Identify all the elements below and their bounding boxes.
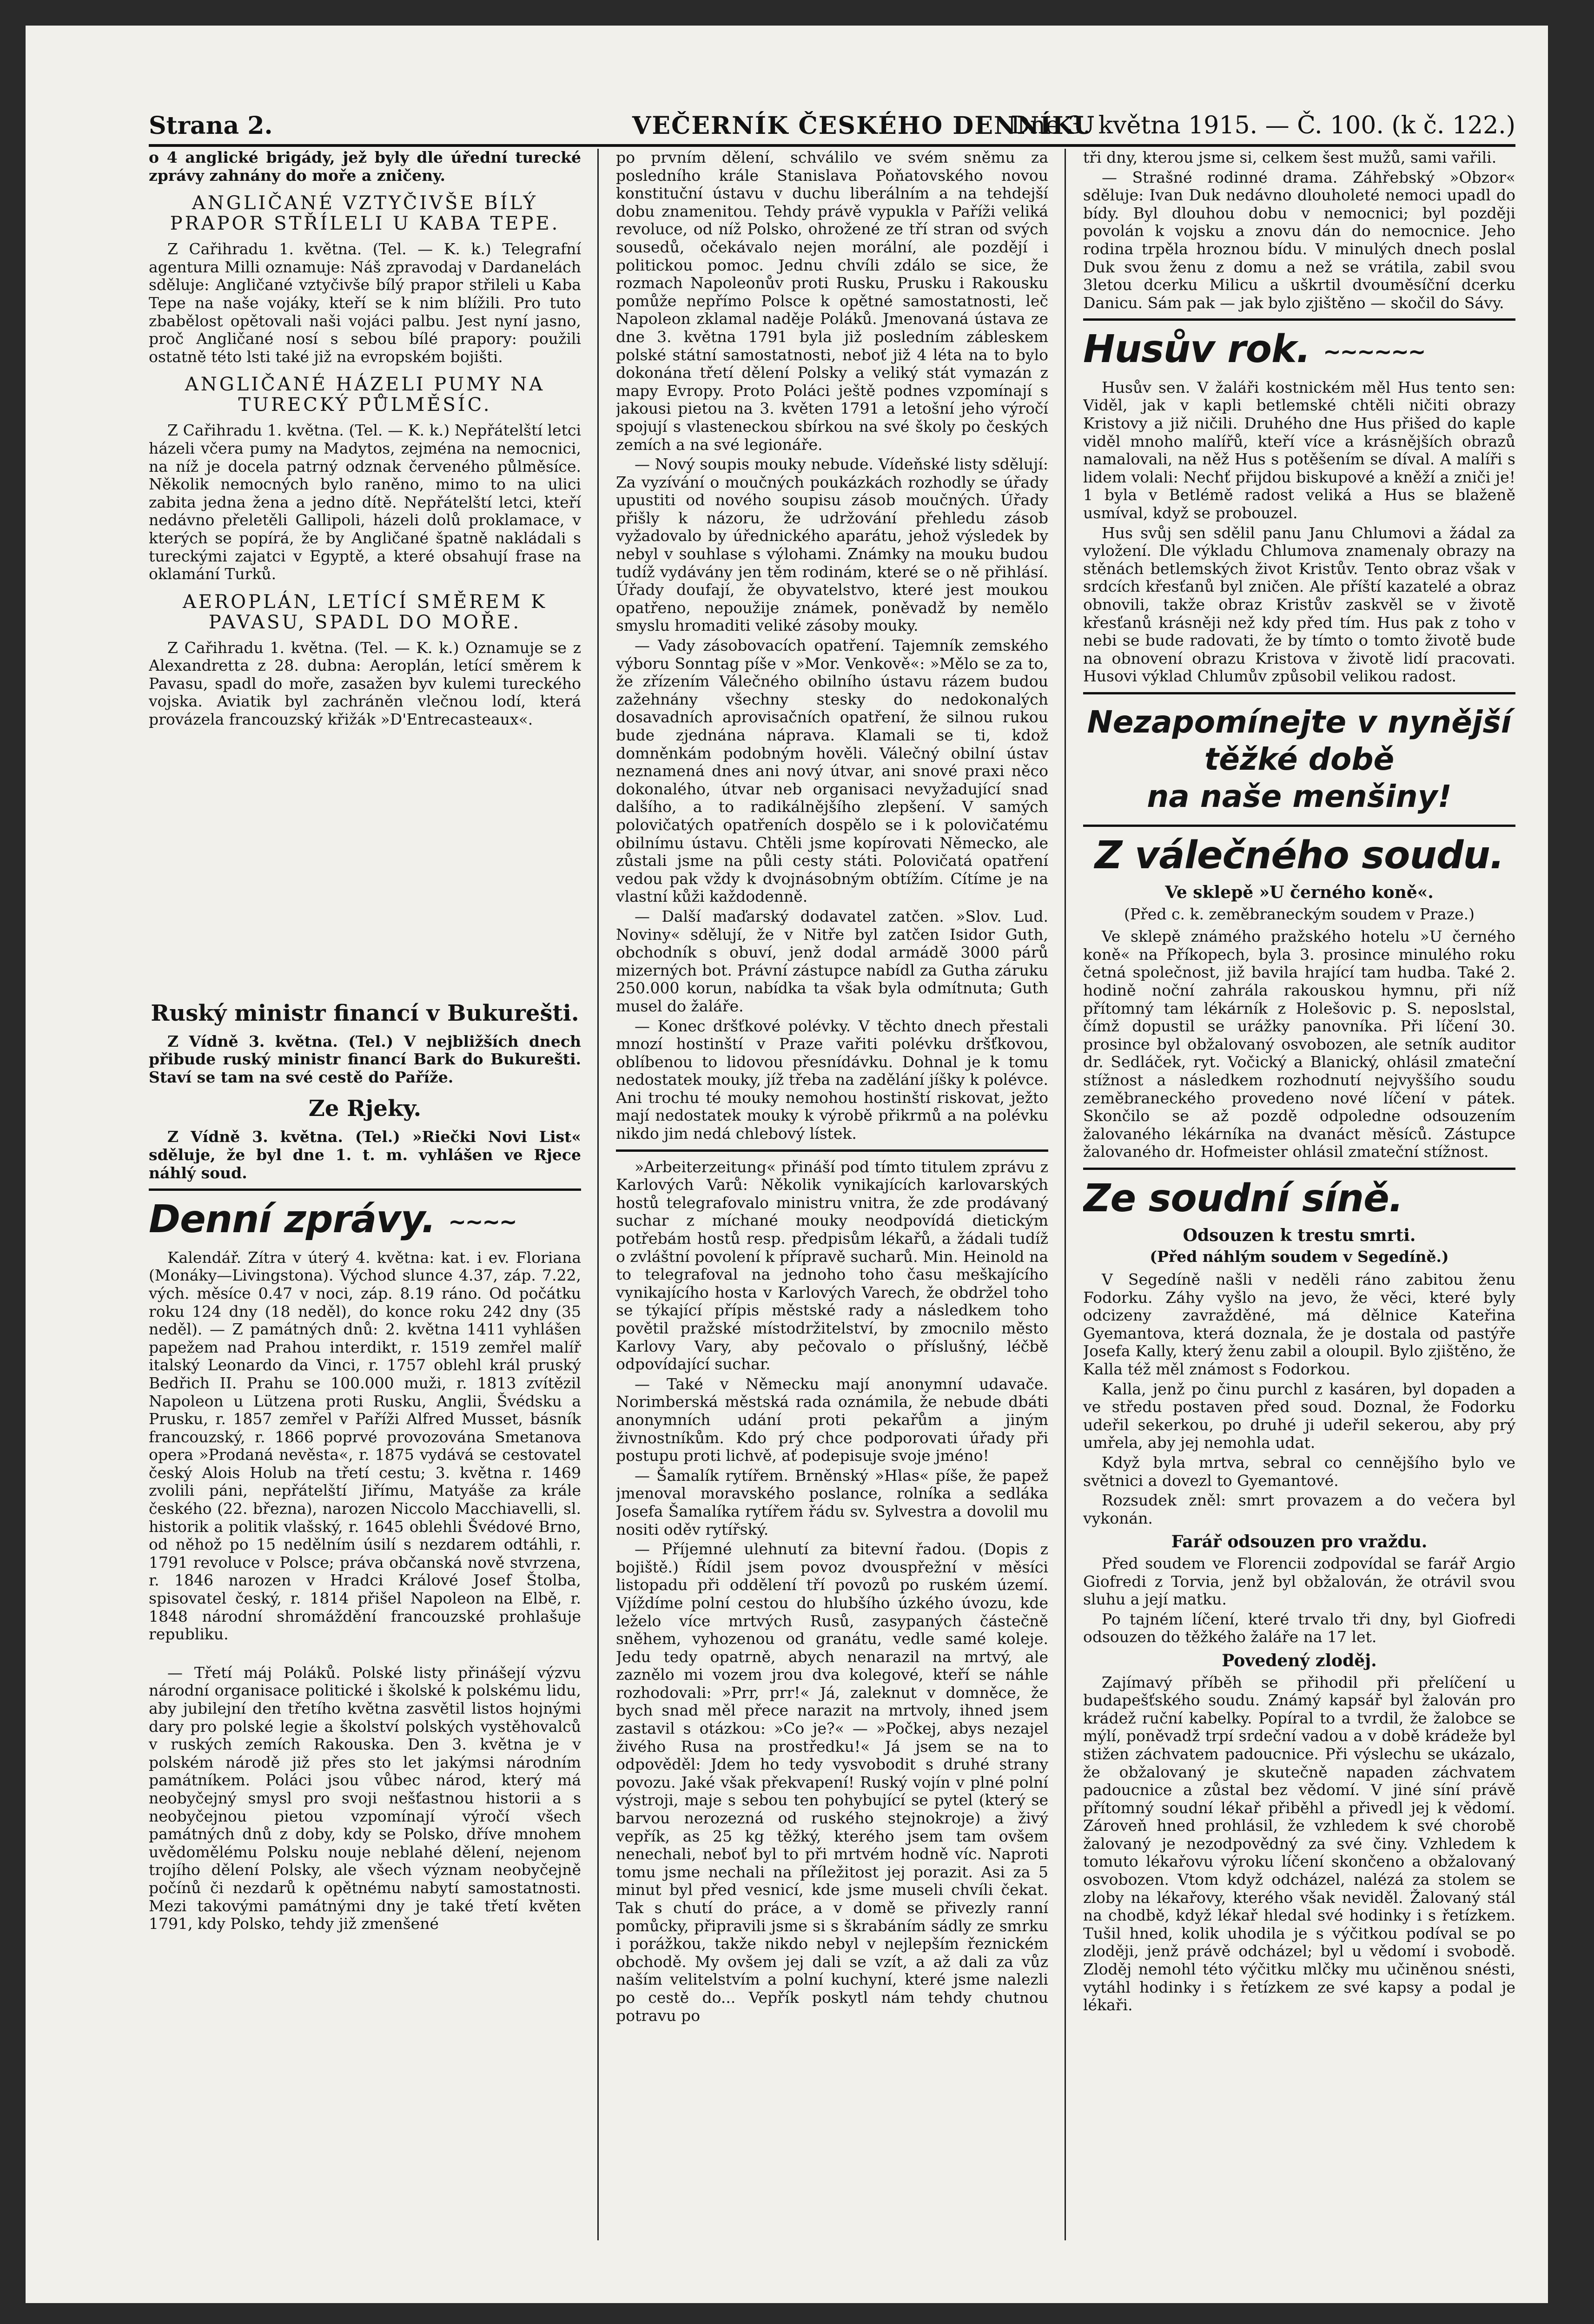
issue-date: Dne 3. května 1915. — Č. 100. (k č. 122.) xyxy=(1010,112,1515,139)
article-text: Kalla, jenž po činu purchl z kasáren, byl dopaden a ve středu postaven před soud. Doznal, že Fodorku udeřil sekerkou, po druhé ji udeřil sekerou, aby prý umřela, aby jej nemohla udat. xyxy=(1083,1380,1515,1452)
article-text: Husův sen. V žaláři kostnickém měl Hus tento sen: Viděl, jak v kapli betlemské chtěli ničiti obrazy Kristovy a již ničili. Druhého dne Hus přišed do kaple viděl mnoho malířů, kteří více a krásnějších obrazů namalovali, na něž Hus s potěšením se díval. A malíři s lidem volali: Nechť přijdou biskupové a kněží a zniči je! 1 byla v Betlémě radost veliká a Hus se blaženě usmíval, když se probouzel. xyxy=(1083,378,1515,522)
appeal-box xyxy=(1083,704,1515,815)
article-text: tři dny, kterou jsme si, celkem šest mužů, sami vařili. xyxy=(1083,149,1497,166)
article-text: — Nový soupis mouky nebude. Vídeňské listy sdělují: Za vyzívání o moučných poukázkách rozhodly se úřady upustiti od nového soupisu zásob moučných. Úřady přišly k názoru, že udržování přehledu zásob vyžadovalo by úřednického aparátu, jehož výsledek by nebyl v souhlase s výlohami. Známky na mouku budou tudíž vydávány jen těm rodinám, které se o ně přihlásí. Úřady doufají, že obyvatelstvo, které jest moukou opatřeno, nepoužije známek, poněvadž by nemělo smyslu hromaditi veliké zásoby mouky. xyxy=(616,455,1048,635)
section-rule xyxy=(616,1149,1048,1152)
article-text: — Příjemné ulehnutí za bitevní řadou. (Dopis z bojiště.) Řídil jsem povoz dvouspřežní v měsíci listopadu při oddělení tří povozů po ruském území. Vjíždíme polní cestou do hlubšího úzkého úvozu, kde leželo více mrtvých Rusů, zasypaných částečně sněhem, vyhozenou od granátu, vedle samé koleje. Jedu tedy opatrně, abych nenarazil na mrtvý, ale zaznělo mi vozem jrou dva kolegové, kteří se náhle rozhodovali: »Prr, prr!« Já, zaleknut v domněce, že bych snad měl přece narazit na mrtvoly, ihned jsem zastavil s otázkou: »Co je?« — »Počkej, abys nezajel živého Rusa na prostředku!« Já jsem se na to odpověděl: Jdem ho tedy vysvobodit s druhé strany povozu. Jaké však překvapení! Ruský vojín v plné polní výstroji, maje s sebou ten pohybující se pytel (který se barvou nerozezná od ruského stejnokroje) a živý vepřík, as 25 kg těžký, kterého jsem tam ovšem nenechali, neboť byl to při mrtvém hodně víc. Naproti tomu jsme nechali na příležitost jej porazit. Asi za 5 minut byl před vesnicí, kde jsme museli chvíli čekat. Tak s chutí do práce, a v domě se přivezly ranní pomůcky, připravili jsme si s škrabáním sádly ze smrku i porážkou, takže nikdo nebyl v nejlepším řeznickém obchodě. My ovšem jej dali se vzít, a až dali za vůz naším velitelstvím a polní kuchyní, které jsme nalezli po cestě do... Vepřík poskytl nám tehdy chutnou potravu po xyxy=(616,1540,1048,2025)
article-text: Rozsudek zněl: smrt provazem a do večera byl vykonán. xyxy=(1083,1491,1515,1527)
article-text: Kalendář. Zítra v úterý 4. května: kat. i ev. Floriana (Monáky—Livingstona). Východ slunce 4.37, záp. 7.22, vých. měsíce 0.47 v noci, záp. 8.19 ráno. Od počátku roku 124 dny (18 neděl), do konce roku 242 dny (35 neděl). — Z památných dnů: 2. května 1411 vyhlášen papežem nad Prahou interdikt, r. 1519 zemřel malíř italský Leonardo da Vinci, r. 1757 oblehl král pruský Bedřich II. Prahu se 100.000 muži, r. 1813 zvítězil Napoleon u Lützena proti Rusku, Anglii, Švédsku a Prusku, r. 1857 zemřel v Paříži Alfred Musset, básník francouzský, r. 1866 poprvé provozována Smetanova opera »Prodaná nevěsta«, r. 1875 vydává se cestovatel český Alois Holub na třetí cestu; 3. května r. 1469 zvolili páni, nepřátelští Jiřímu, Matyáše za krále českého (22. března), narozen Niccolo Macchiavelli, sl. historik a politik vlašský, r. 1645 oblehli Švédové Brno, od něhož po 15 nedělním úsilí s nezdarem odtáhli, r. 1791 revoluce v Polsce; práva občanská nově stvrzena, r. 1846 narozen v Hradci Králové Josef Štolba, spisovatel český, r. 1814 přišel Napoleon na Elbě, r. 1848 národní shromáždění francouzské prohlašuje republiku. xyxy=(149,1248,581,1644)
ornament: ~~~~ xyxy=(448,1209,516,1235)
subheadline: Povedený zloděj. xyxy=(1222,1651,1377,1670)
article-text: — Třetí máj Poláků. Polské listy přinášejí výzvu národní organisace politické i školské k polskému lidu, aby jubilejní den třetího května zasvětil listos hojnými dary pro polské legie a školství polských vystěhovalců v ruských zemích Rakouska. Den 3. května je v polském národě již přes sto let jakýmsi národním památníkem. Poláci jsou vůbec národ, který má neobyčejný smysl pro svoji nešťastnou historii a s neobyčejnou pietou vzpomínají výročí všech památných dnů z doby, kdy se Polsko, dříve mnohem uvědomělému Polsku nouje neblahé dělení, nejenom trojího dělení Polsky, ale všech význam neobyčejně počínů či nezdarů k opětnému nabytí samostatnosti. Mezi takovými památnými dny je také třetí květen 1791, kdy Polsko, tehdy již zmenšené xyxy=(149,1663,581,1933)
section-rule xyxy=(1083,825,1515,827)
article-text: Z Vídně 3. května. (Tel.) »Riečki Novi List« sděluje, že byl dne 1. t. m. vyhlášen ve Rjece náhlý soud. xyxy=(149,1128,581,1182)
section-title: Husův rok. xyxy=(1083,327,1310,372)
headline: Ruský ministr financí v Bukurešti. xyxy=(151,1000,579,1026)
article-text: Z Vídně 3. května. (Tel.) V nejbližších dnech přibude ruský ministr financí Bark do Bukurešti. Staví se tam na své cestě do Paříže. xyxy=(149,1032,581,1086)
subheadline: Farář odsouzen pro vraždu. xyxy=(1171,1532,1428,1552)
newspaper-title: VEČERNÍK ČESKÉHO DENNÍKU xyxy=(632,112,1096,140)
article-text: Z Cařihradu 1. května. (Tel. — K. k.) Nepřátelští letci házeli včera pumy na Madytos, zejména na nemocnici, na níž je docela patrný odznak červeného půlměsíce. Několik nemocných bylo raněno, mimo to na ulici zabita jedna žena a jedno dítě. Nepřátelští letci, kteří nedávno přeletěli Gallipoli, házeli dolů proklamace, v kterých se popírá, že by Angličané špatně nakládali s tureckými zajatci v Egyptě, a které obsahují frase na oklamání Turků. xyxy=(149,421,581,583)
section-title: Z válečného soudu. xyxy=(1094,833,1504,878)
section-heading xyxy=(1083,327,1515,374)
subheadline: Ve sklepě »U černého koně«. xyxy=(1165,882,1434,902)
article-text: Zajímavý příběh se přihodil při přelíčení u budapešťského soudu. Známý kapsář byl žalován pro krádež ruční kabelky. Popíral to a tvrdil, že žalobce se mýlí, poněvadž trpí srdeční vadou a v době krádeže byl stižen záchvatem padoucnice. Při výslechu se ukázalo, že obžalovaný je skutečně napaden záchvatem padoucnice a zůstal bez vědomí. V jiné síní právě přítomný soudní lékař přiběhl a přivedl jej k vědomí. Zároveň hned prohlásil, že vzhledem k své chorobě žalovaný je nezodpovědný za své činy. Vzhledem k tomuto lékařovu výroku líčení skončeno a obžalovaný osvobozen. Vtom když odcházel, nalézá za stolem se zloby na lékařovy, kterého však neviděl. Žalovaný stál na chodbě, když lékař hledal své hodinky i s řetízkem. Tušil hned, kolik uhodila je s výčitkou podíval se po zloději, jenž právě odcházel; byl u vědomí i svobodě. Zloděj nemohl této výčitku mlčky mu učiněnou snésti, vytáhl hodinky i s řetízkem ze své kapsy a podal je lékaři. xyxy=(1083,1673,1515,2014)
article-text: Z Cařihradu 1. května. (Tel. — K. k.) Telegrafní agentura Milli oznamuje: Náš zpravodaj v Dardanelách sděluje: Angličané vztyčivše bílý prapor střileli u Kaba Tepe na naše vojáky, kteří se k nim blížili. Pro tuto zbabělost opětovali naši vojáci palbu. Jest nyní jasno, proč Angličané nosí s sebou bílé prapory: použili ostatně této lsti také již na evropském bojišti. xyxy=(149,240,581,366)
column-divider xyxy=(1065,149,1066,2240)
column-1 xyxy=(149,149,581,2240)
section-rule xyxy=(149,1188,581,1191)
article-text: Po tajném líčení, které trvalo tři dny, byl Giofredi odsouzen do těžkého žaláře na 17 let. xyxy=(1083,1610,1515,1646)
section-rule xyxy=(1083,318,1515,321)
column-3 xyxy=(1083,149,1515,2240)
article-text: Před soudem ve Florencii zodpovídal se farář Argio Giofredi z Torvia, jenž byl obžalován, že otrávil svou sluhu a její matku. xyxy=(1083,1554,1515,1609)
headline: AEROPLÁN, LETÍCÍ SMĚREM K PAVASU, SPADL DO MOŘE. xyxy=(182,591,548,633)
headline: ANGLIČANÉ VZTYČIVŠE BÍLÝ PRAPOR STŘÍLELI U KABA TEPE. xyxy=(170,192,560,235)
article-text: — Také v Německu mají anonymní udavače. Norimberská městská rada oznámila, že nebude dbáti anonymních udání proti pekařům a jiným živnostníkům. Kdo prý chce podporovati úřady při postupu proti lichvě, ať podepisuje svoje jméno! xyxy=(616,1374,1048,1465)
article-text: Z Cařihradu 1. května. (Tel. — K. k.) Oznamuje se z Alexandretta z 28. dubna: Aeroplán, letící směrem k Pavasu, spadl do moře, zasažen byv kulemi tureckého vojska. Aviatik byl zachráněn vlečnou lodí, která provázela francouzský křižák »D'Entrecasteaux«. xyxy=(149,638,581,729)
section-title: Ze soudní síně. xyxy=(1083,1176,1403,1221)
column-2 xyxy=(616,149,1048,2240)
headline: Ze Rjeky. xyxy=(308,1096,422,1122)
article-text: »Arbeiterzeitung« přináší pod tímto titulem zprávu z Karlových Varů: Několik vynikajících karlovarských hostů telegrafovalo ministru vnitra, že zde prodávaný suchar z míchané mouky neodpovídá dietickým potřebám hostů resp. předpisům lékařů, a žádali tudíž o zvláštní povolení k přípravě sucharů. Min. Heinold na to telegrafoval na jednoho toho času meškajícího vynikajícího hosta v Karlových Varech, že obdržel toho se týkající přípis městské rady a následkem toho povětil pražské místodržitelství, by zmocnilo město Karlovy Vary, aby pečovalo o příslušný, léčbě odpovídající suchar. xyxy=(616,1157,1048,1373)
appeal-line: Nezapomínejte v nynější těžké době xyxy=(1087,704,1512,777)
section-rule xyxy=(1083,1168,1515,1170)
ornament: ~~~~~~ xyxy=(1323,339,1425,364)
masthead xyxy=(149,107,1515,147)
column-divider xyxy=(597,149,599,2240)
article-text: po prvním dělení, schválilo ve svém sněmu za posledního krále Stanislava Poňatovského novou konstituční ústavu v duchu liberálním a na tehdejší dobu znamenitou. Tehdy právě vypukla v Paříži veliká revoluce, od níž Polsko, ohrožené ze tří stran od svých sousedů, očekávalo nejen morální, ale pozdějí i politickou pomoc. Jednu chvíli zdálo se sice, že rozmach Napoleonův proti Rusku, Prusku i Rakousku pomůže nepřímo Polsce k opětné samostatnosti, leč Napoleon zklamal naděje Poláků. Jmenovaná ústava ze dne 3. května 1791 byla již posledním zábleskem polské státní samostatnosti, neboť již 4 léta na to bylo dokonána třetí dělení Polsky a veliký stát vymazán z mapy Evropy. Proto Poláci ještě podnes vzpomínají s jakousi pietou na 3. květen 1791 a letošní jeho výročí spojují s vlasteneckou sbírkou na své školy po českých zemích a na své legionáře. xyxy=(616,149,1048,454)
article-text: Když byla mrtva, sebral co cennějšího bylo ve světnici a dovezl to Gyemantové. xyxy=(1083,1453,1515,1490)
subheadline: (Před náhlým soudem v Segedíně.) xyxy=(1150,1248,1449,1266)
article-text: — Další maďarský dodavatel zatčen. »Slov. Lud. Noviny« sdělují, že v Nitře byl zatčen Isidor Guth, obchodník s obuví, jenž dodal armádě 3000 párů mizerných bot. Právní zástupce nabídl za Gutha záruku 250.000 korun, nabídka ta však byla odmítnuta; Guth musel do žaláře. xyxy=(616,907,1048,1015)
page-number: Strana 2. xyxy=(149,112,273,140)
headline: ANGLIČANÉ HÁZELI PUMY NA TURECKÝ PŮLMĚSÍC. xyxy=(185,374,545,416)
article-text: V Segedíně našli v neděli ráno zabitou ženu Fodorku. Záhy vyšlo na jevo, že věci, které byly odcizeny zavražděné, má dělnice Kateřina Gyemantova, která doznala, že je dostala od pastýře Josefa Kally, který ženu zabil a oloupil. Bylo zjištěno, že Kalla též měl známost s Fodorkou. xyxy=(1083,1270,1515,1379)
article-text: — Šamalík rytířem. Brněnský »Hlas« píše, že papež jmenoval moravského poslance, rolníka a sedláka Josefa Šamalíka rytířem řádu sv. Sylvestra a dovolil mu nositi oděv rytířský. xyxy=(616,1466,1048,1538)
article-text: — Vady zásobovacích opatření. Tajemník zemského výboru Sonntag píše v »Mor. Venkově«: »Mělo se za to, že zřízením Válečného obilního ústavu rázem budou zažehnány všechny stesky do nedokonalých dosavadních aprovisačních opatření, že silnou rukou bude zjednána náprava. Klamali se ti, kdož domněnkám podobným hověli. Válečný obilní ústav neznamená dnes ani nový útvar, ani snové praxi něco dokonalého, útvar neb organisaci nevyžadující snad dalšího, a to radikálnějšího zlepšení. V samých polovičatých opatřeních dospělo se i k polovičatému obilnímu ústavu. Chtěli jsme kopírovati Německo, ale zůstali jsme na půli cesty státi. Polovičatá opatření vedou pak vždy k dvojnásobným obtížím. Cítíme je na vlastní kůži každodenně. xyxy=(616,636,1048,906)
article-text: o 4 anglické brigády, jež byly dle úřední turecké zprávy zahnány do moře a zničeny. xyxy=(149,149,581,185)
section-rule xyxy=(1083,692,1515,694)
article-text: Ve sklepě známého pražského hotelu »U černého koně« na Příkopech, byla 3. prosince minulého roku četná společnost, již bavila hrající tam hudba. Také 2. hodině noční zahrála rakouskou hymnu, při níž přítomný tam lékárník z Holešovic p. S. neposlstal, čímž dopustil se urážky panovníka. Při líčení 30. prosince byl obžalovaný osvobozen, ale setník auditor dr. Sedláček, ryt. Vočický a Blanický, ohlásil zmateční stížnost a následkem rozhodnutí nejvyššího soudu zeměbraneckého provedeno nové líčení v pátek. Skončilo se až pozdě odpoledne odsouzením žalovaného lékárníka na dvanáct měsíců. Zástupce žalovaného dr. Hofmeister ohlásil zmateční stížnost. xyxy=(1083,927,1515,1161)
article-text: — Konec dršťkové polévky. V těchto dnech přestali mnozí hostinští v Praze vařiti polévku dršťkovou, oblíbenou to lidovou přesnídávku. Dohnal je k tomu nedostatek mouky, jíž třeba na zadělání jíšky k polévce. Ani trochu té mouky nemohou hostinští riskovat, ježto mají nedostatek mouky k výrobě přikrmů a na polévku nikdo jim nedá chlebový lístek. xyxy=(616,1017,1048,1143)
subheadline: Odsouzen k trestu smrti. xyxy=(1183,1225,1416,1245)
appeal-line: na naše menšiny! xyxy=(1147,778,1452,814)
section-title: Denní zprávy. xyxy=(149,1197,436,1242)
article-text: Hus svůj sen sdělil panu Janu Chlumovi a žádal za vyložení. Dle výkladu Chlumova znamenaly obrazy na stěnách betlemských život Kristův. Tento obraz však v srdcích křesťanů byl zničen. Ale příští kazatelé a obraz obnovili, takže obraz Kristův zaskvěl se v životě křesťanů krásněji než kdy před tím. Hus pak z toho v nebi se bude radovati, že by tímto o tomto životě bude na obnovení obrazu Kristova v životě lidí pracovati. Husovi výklad Chlumův způsobil velikou radost. xyxy=(1083,523,1515,686)
subheadline: (Před c. k. zeměbraneckým soudem v Praze.) xyxy=(1124,905,1475,923)
section-heading xyxy=(149,1197,581,1244)
article-text: — Strašné rodinné drama. Záhřebský »Obzor« sděluje: Ivan Duk nedávno dlouholeté nemoci upadl do bídy. Byl dlouhou dobu v nemocnici; byl později povolán k vojsku a znovu dán do nemocnice. Jeho rodina trpěla hroznou bídu. V minulých dnech poslal Duk svou ženu z domu a než se vrátila, zabil svou 3letou dcerku Milicu a uškrtil dvouměsíční dcerku Danicu. Sám pak — jak bylo zjištěno — skočil do Sávy. xyxy=(1083,168,1515,312)
